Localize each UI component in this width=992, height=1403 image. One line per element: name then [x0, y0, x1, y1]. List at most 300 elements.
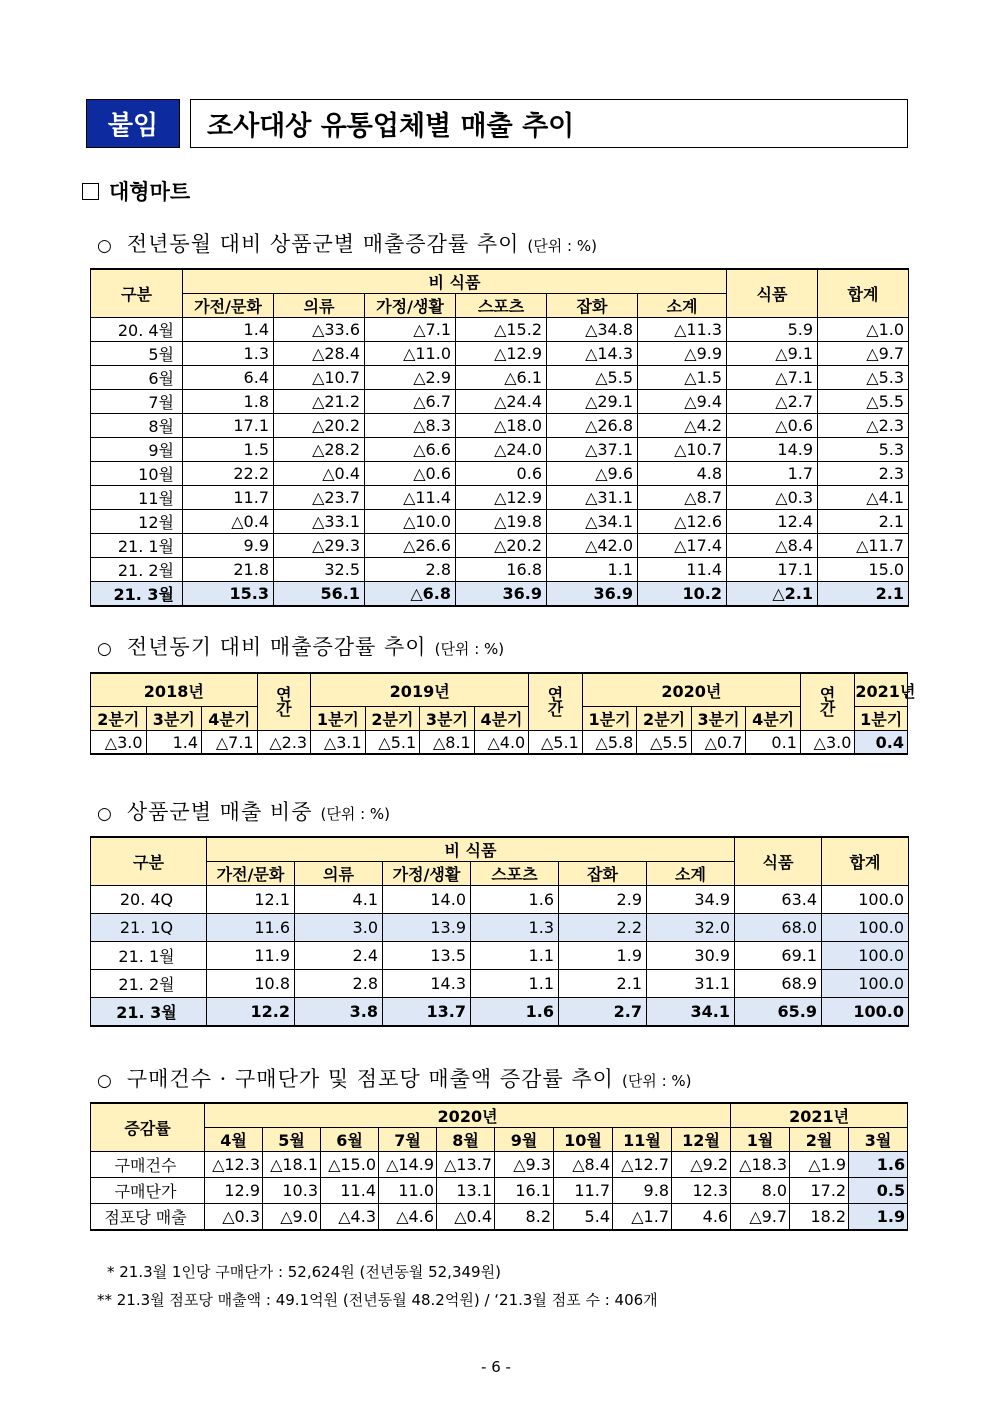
- column-header: 가전/문화: [207, 862, 295, 886]
- row-label: 6월: [91, 366, 183, 390]
- table-cell: 13.7: [383, 998, 471, 1026]
- column-header: 소계: [647, 862, 735, 886]
- table-cell: 3.0: [295, 914, 383, 942]
- table-cell: 12.2: [207, 998, 295, 1026]
- table-cell: 11.6: [207, 914, 295, 942]
- row-label: 12월: [91, 510, 183, 534]
- table-cell: 17.1: [183, 414, 274, 438]
- table-cell: 9.9: [183, 534, 274, 558]
- table-cell: △6.6: [365, 438, 456, 462]
- header-2021: 2021년: [855, 673, 908, 707]
- row-label: 21. 3월: [91, 998, 207, 1026]
- table-row: [91, 582, 909, 607]
- table-cell: △29.1: [547, 390, 638, 414]
- table-cell: △2.9: [365, 366, 456, 390]
- table-cell: △5.1: [365, 731, 420, 755]
- table-cell: 100.0: [822, 998, 909, 1026]
- table-row: [91, 510, 909, 534]
- table-cell: 10.8: [207, 970, 295, 998]
- table-cell: △23.7: [274, 486, 365, 510]
- table-cell: 10.3: [263, 1178, 321, 1204]
- table-cell: △12.3: [205, 1152, 263, 1178]
- row-label: 21. 3월: [91, 582, 183, 607]
- table-cell: △9.2: [672, 1152, 731, 1178]
- table-cell: △26.6: [365, 534, 456, 558]
- table-cell: △6.8: [365, 582, 456, 607]
- table-row: [91, 1178, 908, 1204]
- header-annual-2019: 연간: [529, 673, 583, 731]
- row-label: 점포당 매출: [91, 1204, 205, 1230]
- table-row: [91, 486, 909, 510]
- footnote-purchase-price: * 21.3월 1인당 구매단가 : 52,624원 (전년동월 52,349원): [107, 1263, 501, 1281]
- row-label: 5월: [91, 342, 183, 366]
- table-cell: 11.4: [321, 1178, 379, 1204]
- column-header: 의류: [274, 294, 365, 318]
- table-cell: 11.4: [638, 558, 727, 582]
- table-cell: 15.0: [818, 558, 909, 582]
- table-row: [91, 970, 909, 998]
- table-cell: △15.2: [456, 318, 547, 342]
- table-cell: 2.1: [818, 582, 909, 607]
- table-cell: 2.3: [818, 462, 909, 486]
- table-cell: 2.4: [295, 942, 383, 970]
- table-cell: 8.0: [731, 1178, 790, 1204]
- header-2018: 2018년: [91, 673, 258, 707]
- table-cell: 14.9: [727, 438, 818, 462]
- table-cell: 11.9: [207, 942, 295, 970]
- table-cell: △11.0: [365, 342, 456, 366]
- table-cell: 10.2: [638, 582, 727, 607]
- column-header: 의류: [295, 862, 383, 886]
- table-row: [91, 1152, 908, 1178]
- table-cell: 1.7: [727, 462, 818, 486]
- table-cell: 0.6: [456, 462, 547, 486]
- table-cell: △15.0: [321, 1152, 379, 1178]
- table-row: [91, 366, 909, 390]
- table-cell: 32.0: [647, 914, 735, 942]
- table-cell: △7.1: [202, 731, 258, 755]
- table-cell: 1.1: [471, 942, 559, 970]
- table-cell: 100.0: [822, 914, 909, 942]
- column-header: 가정/생활: [365, 294, 456, 318]
- header-gubun: 구분: [91, 837, 207, 886]
- table-cell: △24.4: [456, 390, 547, 414]
- table-cell: 1.6: [471, 998, 559, 1026]
- table-cell: 1.6: [471, 886, 559, 914]
- table-cell: △2.3: [257, 731, 311, 755]
- circle-bullet-icon: ○: [97, 639, 113, 659]
- table4-heading: [97, 1063, 692, 1093]
- row-label: 11월: [91, 486, 183, 510]
- table-cell: 13.9: [383, 914, 471, 942]
- column-header: 스포츠: [456, 294, 547, 318]
- table-cell: △4.6: [379, 1204, 437, 1230]
- column-header: 가전/문화: [183, 294, 274, 318]
- header-total: 합계: [818, 269, 909, 318]
- table-row: [91, 462, 909, 486]
- table-cell: △9.3: [495, 1152, 554, 1178]
- month-header: 3월: [849, 1128, 908, 1152]
- table-cell: △5.3: [818, 366, 909, 390]
- table-cell: △37.1: [547, 438, 638, 462]
- header-nonfood: 비 식품: [183, 269, 727, 294]
- table-cell: 12.9: [205, 1178, 263, 1204]
- table-cell: 13.5: [383, 942, 471, 970]
- table-cell: △12.6: [638, 510, 727, 534]
- table2-title: 전년동기 대비 매출증감률 추이: [126, 635, 427, 659]
- table2-unit: (단위 : %): [434, 640, 505, 658]
- table-cell: 9.8: [613, 1178, 672, 1204]
- table-cell: △4.1: [818, 486, 909, 510]
- table-cell: △33.1: [274, 510, 365, 534]
- column-header: 가정/생활: [383, 862, 471, 886]
- table-cell: △3.1: [311, 731, 366, 755]
- table-cell: △20.2: [274, 414, 365, 438]
- month-header: 11월: [613, 1128, 672, 1152]
- table-cell: △9.7: [731, 1204, 790, 1230]
- table-row: [91, 414, 909, 438]
- table3-unit: (단위 : %): [320, 805, 391, 823]
- table-cell: △14.9: [379, 1152, 437, 1178]
- table-cell: 3.8: [295, 998, 383, 1026]
- table-cell: 5.3: [818, 438, 909, 462]
- table-cell: 11.7: [554, 1178, 613, 1204]
- table-cell: 0.4: [855, 731, 908, 755]
- table-cell: 4.8: [638, 462, 727, 486]
- month-header: 10월: [554, 1128, 613, 1152]
- table-cell: △0.4: [183, 510, 274, 534]
- circle-bullet-icon: ○: [97, 1071, 113, 1091]
- section-title-text: 대형마트: [109, 179, 191, 204]
- table-cell: △18.3: [731, 1152, 790, 1178]
- header-nonfood: 비 식품: [207, 837, 735, 862]
- table-cell: △12.7: [613, 1152, 672, 1178]
- month-header: 8월: [437, 1128, 495, 1152]
- table-cell: 5.4: [554, 1204, 613, 1230]
- table-yoy-quarterly: [90, 672, 916, 755]
- table4-unit: (단위 : %): [621, 1072, 692, 1090]
- table-cell: △26.8: [547, 414, 638, 438]
- month-header: 1월: [731, 1128, 790, 1152]
- table-cell: △7.1: [365, 318, 456, 342]
- table-cell: 1.4: [183, 318, 274, 342]
- table-sales-by-category-monthly: [90, 268, 909, 607]
- table-cell: △34.1: [547, 510, 638, 534]
- table-cell: △42.0: [547, 534, 638, 558]
- table-cell: △29.3: [274, 534, 365, 558]
- quarter-header: 2분기: [637, 707, 692, 731]
- table-cell: △2.7: [727, 390, 818, 414]
- table-cell: △21.2: [274, 390, 365, 414]
- table-cell: 1.9: [849, 1204, 908, 1230]
- table-cell: △5.5: [547, 366, 638, 390]
- table-cell: 2.1: [559, 970, 647, 998]
- table-cell: △9.7: [818, 342, 909, 366]
- row-label: 20. 4월: [91, 318, 183, 342]
- table-cell: △1.9: [790, 1152, 849, 1178]
- table-row: [91, 1204, 908, 1230]
- month-header: 12월: [672, 1128, 731, 1152]
- table-cell: 12.3: [672, 1178, 731, 1204]
- table-cell: △5.5: [818, 390, 909, 414]
- table-cell: △9.4: [638, 390, 727, 414]
- table-cell: 14.0: [383, 886, 471, 914]
- table1-heading: [97, 228, 597, 258]
- table-cell: 1.9: [559, 942, 647, 970]
- table-cell: △10.7: [274, 366, 365, 390]
- table-cell: 1.6: [849, 1152, 908, 1178]
- table-row: [91, 318, 909, 342]
- table-cell: △7.1: [727, 366, 818, 390]
- row-label: 8월: [91, 414, 183, 438]
- table-cell: 8.2: [495, 1204, 554, 1230]
- table-cell: 2.7: [559, 998, 647, 1026]
- row-label: 7월: [91, 390, 183, 414]
- table-sales-share: [90, 836, 909, 1027]
- table-cell: △6.7: [365, 390, 456, 414]
- table-cell: △5.8: [582, 731, 637, 755]
- table-cell: 2.8: [365, 558, 456, 582]
- checkbox-square-icon: [82, 183, 99, 200]
- table-purchase-metrics: [90, 1102, 908, 1231]
- table-cell: △33.6: [274, 318, 365, 342]
- table-cell: 31.1: [647, 970, 735, 998]
- table-cell: △11.3: [638, 318, 727, 342]
- table-cell: △17.4: [638, 534, 727, 558]
- table-cell: △18.0: [456, 414, 547, 438]
- quarter-header: 4분기: [202, 707, 258, 731]
- table-cell: 11.0: [379, 1178, 437, 1204]
- table-cell: △0.3: [727, 486, 818, 510]
- column-header: 소계: [638, 294, 727, 318]
- row-label: 10월: [91, 462, 183, 486]
- table-row: [91, 914, 909, 942]
- table-cell: 36.9: [456, 582, 547, 607]
- table-cell: △0.7: [691, 731, 746, 755]
- table-cell: △8.4: [727, 534, 818, 558]
- table-cell: △19.8: [456, 510, 547, 534]
- table-cell: 2.1: [818, 510, 909, 534]
- table1-unit: (단위 : %): [527, 237, 597, 255]
- header-total: 합계: [822, 837, 909, 886]
- quarter-header: 1분기: [855, 707, 908, 731]
- table-cell: △28.4: [274, 342, 365, 366]
- table-cell: 16.8: [456, 558, 547, 582]
- table2-heading: [97, 631, 504, 661]
- table-cell: △11.7: [818, 534, 909, 558]
- table-cell: △0.3: [205, 1204, 263, 1230]
- header-2020: 2020년: [582, 673, 800, 707]
- attachment-badge: 붙임: [86, 99, 180, 148]
- header-food: 식품: [735, 837, 822, 886]
- table-cell: △6.1: [456, 366, 547, 390]
- table-cell: 13.1: [437, 1178, 495, 1204]
- column-header: 스포츠: [471, 862, 559, 886]
- table-cell: △2.1: [727, 582, 818, 607]
- quarter-header: 1분기: [582, 707, 637, 731]
- table-cell: △12.9: [456, 486, 547, 510]
- table-cell: 15.3: [183, 582, 274, 607]
- table-row: [91, 534, 909, 558]
- table-cell: 21.8: [183, 558, 274, 582]
- column-header: 잡화: [547, 294, 638, 318]
- table-cell: 0.1: [746, 731, 801, 755]
- circle-bullet-icon: ○: [97, 236, 113, 256]
- table-row: [91, 942, 909, 970]
- circle-bullet-icon: ○: [97, 804, 113, 824]
- page-title: [190, 99, 908, 148]
- table-cell: 12.1: [207, 886, 295, 914]
- table-cell: △9.6: [547, 462, 638, 486]
- header-annual-2020: 연간: [800, 673, 855, 731]
- table-cell: △9.0: [263, 1204, 321, 1230]
- row-label: 21. 1월: [91, 942, 207, 970]
- table-cell: 5.9: [727, 318, 818, 342]
- table4-title: 구매건수 · 구매단가 및 점포당 매출액 증감률 추이: [126, 1067, 614, 1091]
- table-cell: 63.4: [735, 886, 822, 914]
- table-cell: 17.1: [727, 558, 818, 582]
- table-cell: 68.9: [735, 970, 822, 998]
- table-cell: 0.5: [849, 1178, 908, 1204]
- table-cell: 17.2: [790, 1178, 849, 1204]
- table-row: [91, 342, 909, 366]
- quarter-header: 1분기: [311, 707, 366, 731]
- table-cell: 1.3: [183, 342, 274, 366]
- row-label: 구매단가: [91, 1178, 205, 1204]
- table-cell: △10.7: [638, 438, 727, 462]
- table-cell: 34.9: [647, 886, 735, 914]
- table-cell: 18.2: [790, 1204, 849, 1230]
- table-cell: △8.1: [420, 731, 475, 755]
- table-row: [91, 886, 909, 914]
- table-row: [91, 438, 909, 462]
- table-cell: △9.9: [638, 342, 727, 366]
- table-cell: 56.1: [274, 582, 365, 607]
- table3-title: 상품군별 매출 비중: [126, 800, 313, 824]
- table-cell: 1.1: [547, 558, 638, 582]
- table-cell: △13.7: [437, 1152, 495, 1178]
- table-cell: 1.4: [146, 731, 202, 755]
- table-cell: △8.3: [365, 414, 456, 438]
- table-cell: △31.1: [547, 486, 638, 510]
- quarter-header: 2분기: [91, 707, 147, 731]
- row-label: 21. 1Q: [91, 914, 207, 942]
- quarter-header: 4분기: [746, 707, 801, 731]
- table-cell: △28.2: [274, 438, 365, 462]
- row-label: 20. 4Q: [91, 886, 207, 914]
- row-label: 구매건수: [91, 1152, 205, 1178]
- table-cell: 34.1: [647, 998, 735, 1026]
- table-cell: △5.1: [529, 731, 583, 755]
- table-cell: 68.0: [735, 914, 822, 942]
- table-cell: 1.5: [183, 438, 274, 462]
- table-cell: △0.4: [437, 1204, 495, 1230]
- month-header: 4월: [205, 1128, 263, 1152]
- table-cell: △1.5: [638, 366, 727, 390]
- table-cell: △2.3: [818, 414, 909, 438]
- header-gubun: 구분: [91, 269, 183, 318]
- page-number: - 6 -: [481, 1358, 511, 1376]
- table-cell: △11.4: [365, 486, 456, 510]
- table-cell: 6.4: [183, 366, 274, 390]
- header-rate: 증감률: [91, 1103, 205, 1152]
- row-label: 9월: [91, 438, 183, 462]
- table-cell: △3.0: [91, 731, 147, 755]
- table3-heading: [97, 796, 390, 826]
- month-header: 6월: [321, 1128, 379, 1152]
- table-cell: △24.0: [456, 438, 547, 462]
- table-cell: 100.0: [822, 970, 909, 998]
- month-header: 9월: [495, 1128, 554, 1152]
- table-cell: 22.2: [183, 462, 274, 486]
- row-label: 21. 2월: [91, 970, 207, 998]
- table-cell: 1.8: [183, 390, 274, 414]
- table-cell: 65.9: [735, 998, 822, 1026]
- header-2021: 2021년: [731, 1103, 908, 1128]
- table1-title: 전년동월 대비 상품군별 매출증감률 추이: [126, 232, 520, 256]
- table-cell: △4.0: [474, 731, 529, 755]
- table-cell: 69.1: [735, 942, 822, 970]
- table-cell: △12.9: [456, 342, 547, 366]
- header-food: 식품: [727, 269, 818, 318]
- row-label: 21. 1월: [91, 534, 183, 558]
- table-cell: 2.9: [559, 886, 647, 914]
- table-cell: 11.7: [183, 486, 274, 510]
- table-cell: 2.2: [559, 914, 647, 942]
- table-cell: △18.1: [263, 1152, 321, 1178]
- table-cell: 100.0: [822, 886, 909, 914]
- table-cell: 1.3: [471, 914, 559, 942]
- footnote-store-sales: ** 21.3월 점포당 매출액 : 49.1억원 (전년동월 48.2억원) / ‘21.3월 점포 수 : 406개: [97, 1291, 658, 1309]
- table-cell: 1.1: [471, 970, 559, 998]
- table-cell: △1.7: [613, 1204, 672, 1230]
- month-header: 5월: [263, 1128, 321, 1152]
- table-row: [91, 390, 909, 414]
- table-cell: △4.2: [638, 414, 727, 438]
- quarter-header: 2분기: [365, 707, 420, 731]
- table-cell: △34.8: [547, 318, 638, 342]
- month-header: 7월: [379, 1128, 437, 1152]
- row-label: 21. 2월: [91, 558, 183, 582]
- table-cell: △8.4: [554, 1152, 613, 1178]
- table-cell: 30.9: [647, 942, 735, 970]
- header-annual-2018: 연간: [257, 673, 311, 731]
- table-cell: △4.3: [321, 1204, 379, 1230]
- page-title-text: 조사대상 유통업체별 매출 추이: [207, 111, 575, 142]
- table-cell: △10.0: [365, 510, 456, 534]
- table-cell: 32.5: [274, 558, 365, 582]
- table-cell: △0.6: [727, 414, 818, 438]
- table-cell: 4.6: [672, 1204, 731, 1230]
- table-cell: △1.0: [818, 318, 909, 342]
- table-cell: 12.4: [727, 510, 818, 534]
- month-header: 2월: [790, 1128, 849, 1152]
- table-cell: △8.7: [638, 486, 727, 510]
- table-cell: △14.3: [547, 342, 638, 366]
- table-cell: 2.8: [295, 970, 383, 998]
- table-cell: 14.3: [383, 970, 471, 998]
- table-row: [91, 998, 909, 1026]
- table-cell: △0.6: [365, 462, 456, 486]
- table-row: [91, 558, 909, 582]
- table-cell: △0.4: [274, 462, 365, 486]
- header-2019: 2019년: [311, 673, 529, 707]
- header-2020: 2020년: [205, 1103, 731, 1128]
- section-title: [82, 176, 190, 206]
- quarter-header: 3분기: [691, 707, 746, 731]
- quarter-header: 3분기: [420, 707, 475, 731]
- table-cell: △9.1: [727, 342, 818, 366]
